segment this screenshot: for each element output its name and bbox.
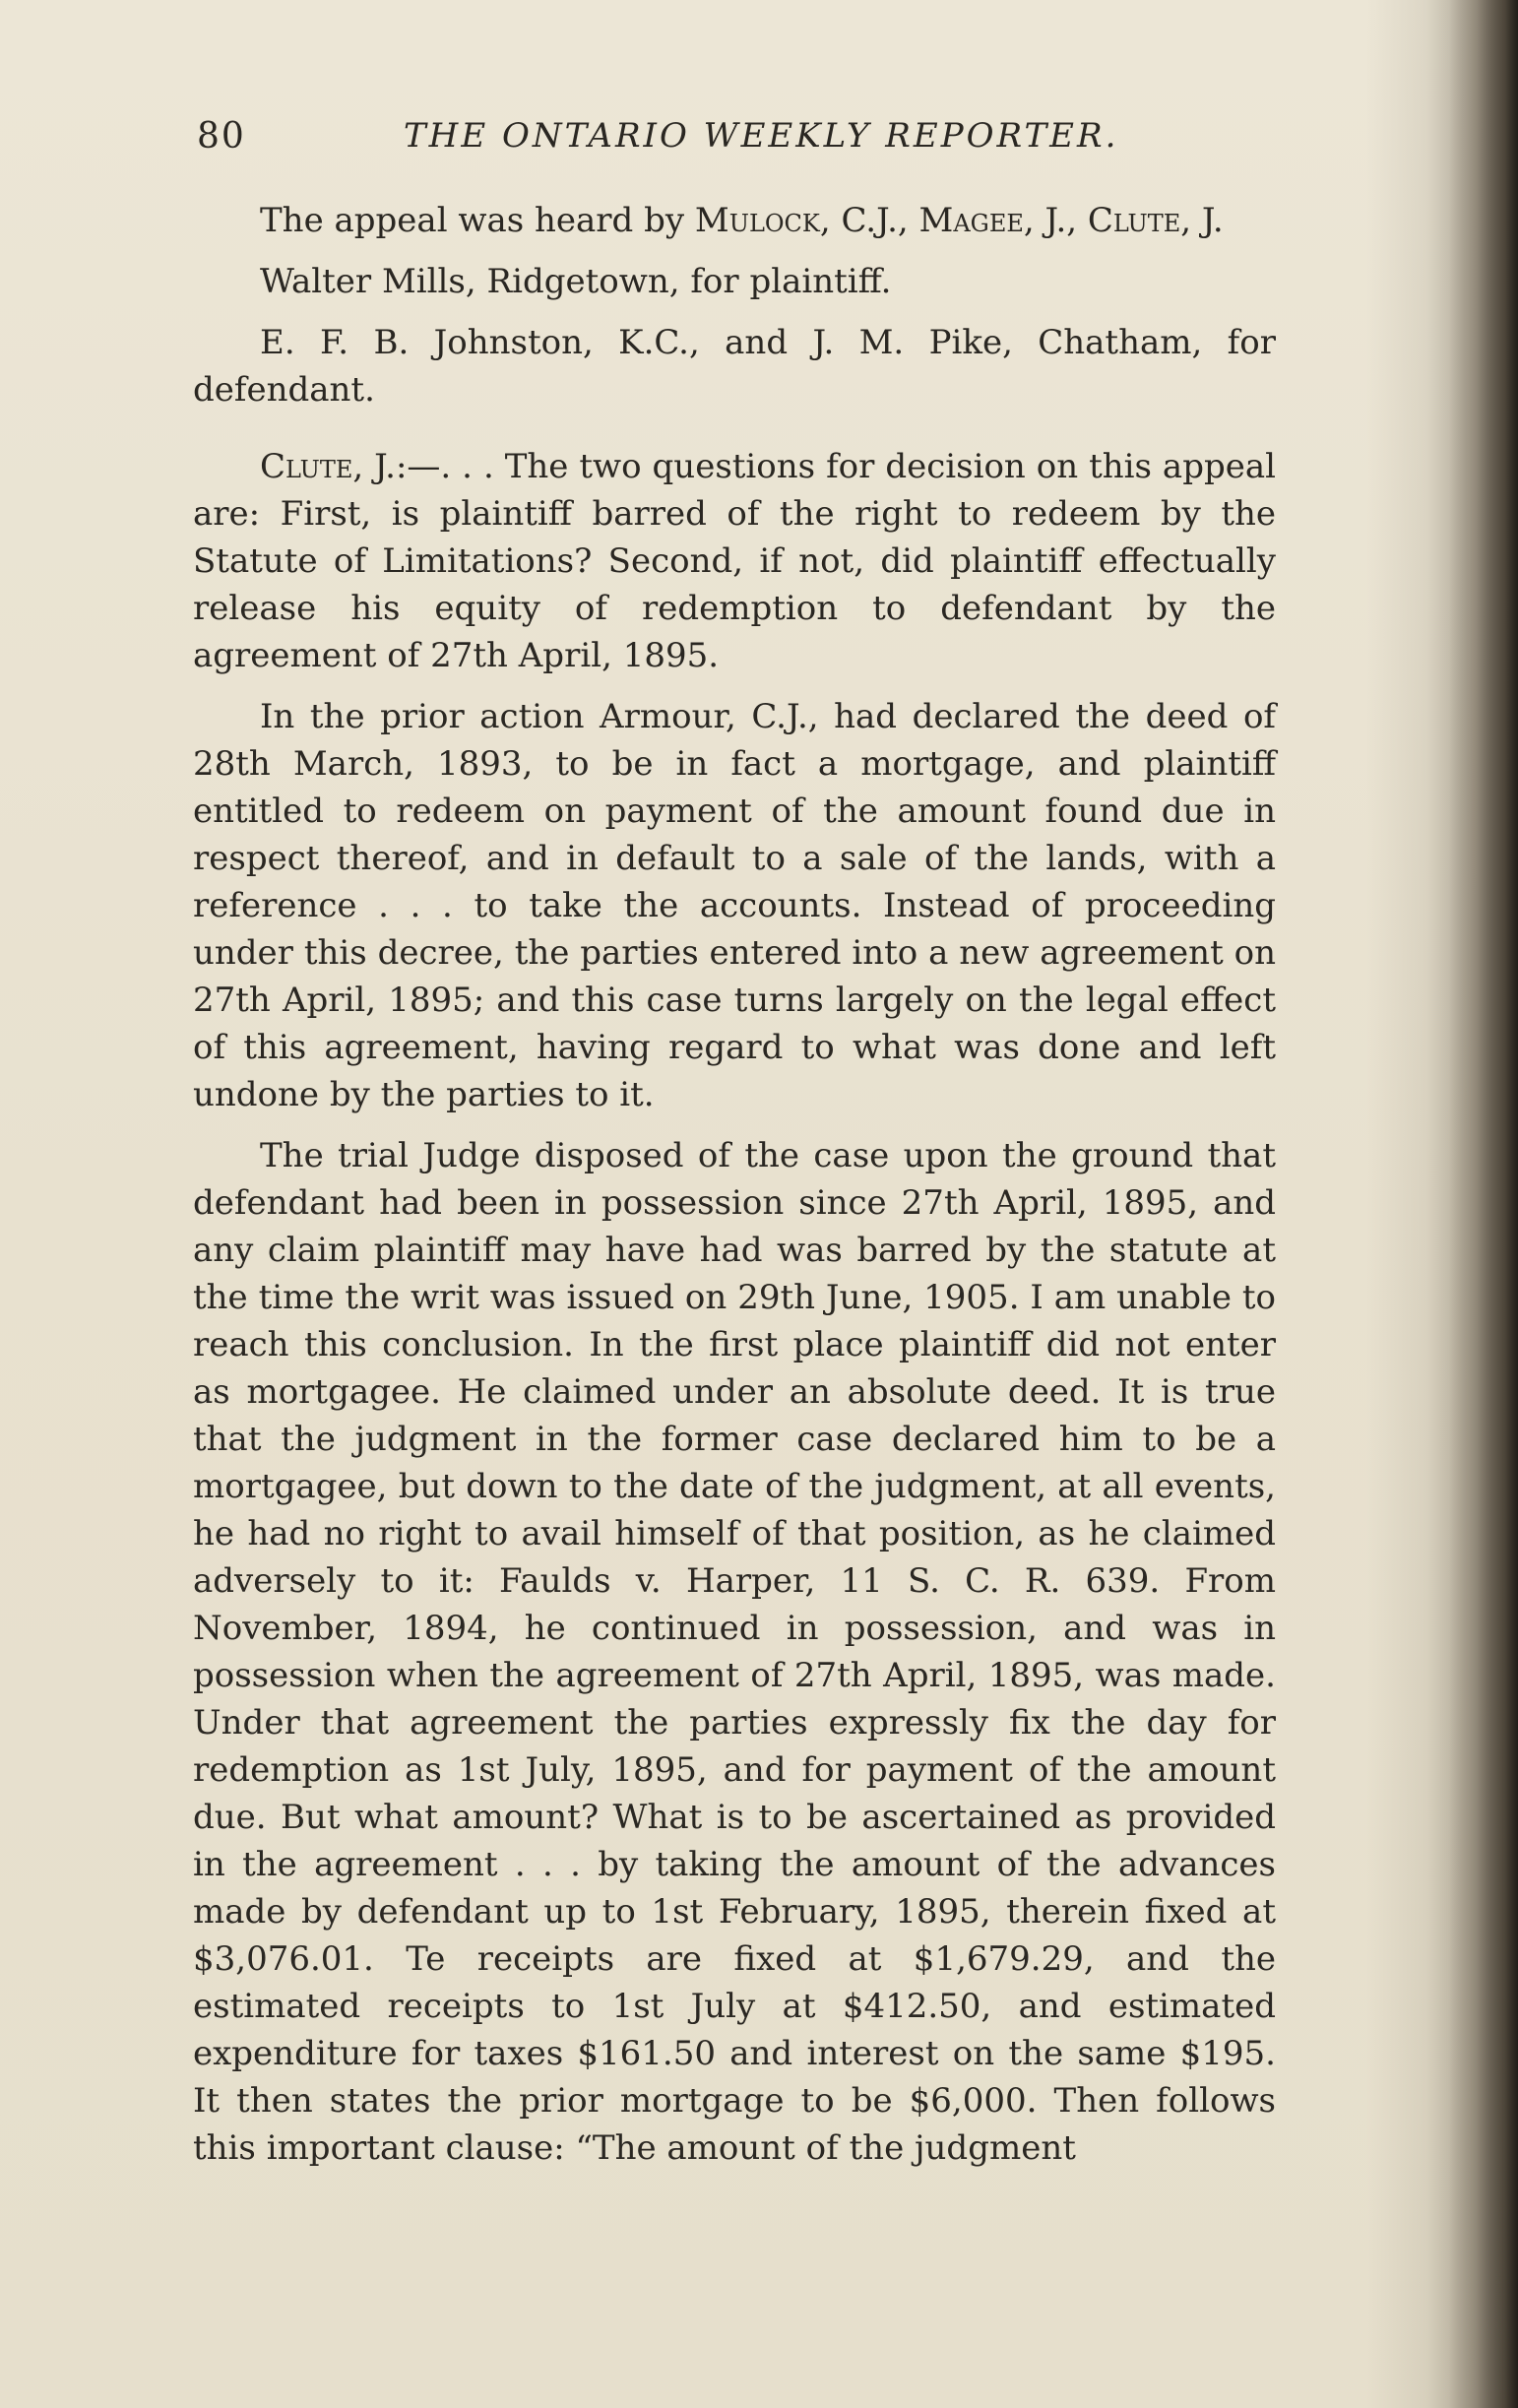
page-header [197,116,1280,165]
paragraph-counsel-defendant: E. F. B. Johnston, K.C., and J. M. Pike, Chatham, for defendant. [193,323,1276,410]
paragraph-prior-action: In the prior action Armour, C.J., had declared the deed of 28th March, 1893, to be in fact a mortgage, and plaintiff entitled to redeem on payment of the amount found due in respect thereof, and in default to a sale of the lands, with a reference . . . to take the accounts. Instead of proceeding under this decree, the parties entered into a new agreement on 27th April, 1895; and this case turns largely on the legal effect of this agreement, having regard to what was done and left undone by the parties to it. [193,697,1276,1114]
paragraph-judgment-opening: Clute, J.:—. . . The two questions for decision on this appeal are: First, is plaintiff barred of the right to redeem by the Statute of Limitations? Second, if not, did plaintiff effectually release his equity of redemption to defendant by the agreement of 27th April, 1895. [193,447,1276,675]
book-spine-shadow [1449,0,1518,2408]
paragraph-counsel-plaintiff: Walter Mills, Ridgetown, for plaintiff. [260,262,892,301]
page-number: 80 [197,116,246,157]
paragraph-trial-judge: The trial Judge disposed of the case upon the ground that defendant had been in possession since 27th April, 1895, and any claim plaintiff may have had was barred by the statute at the time the writ was issued on 29th June, 1905. I am unable to reach this conclusion. In the first place plaintiff did not enter as mortgagee. He claimed under an absolute deed. It is true that the judgment in the former case declared him to be a mortgagee, but down to the date of the judgment, at all events, he had no right to avail himself of that position, as he claimed adversely to it: Faulds v. Harper, 11 S. C. R. 639. From November, 1894, he continued in possession, and was in possession when the agreement of 27th April, 1895, was made. Under that agreement the parties expressly fix the day for redemption as 1st July, 1895, and for payment of the amount due. But what amount? What is to be ascertained as provided in the agreement . . . by taking the amount of the advances made by defendant up to 1st February, 1895, therein fixed at $3,076.01. Te receipts are fixed at $1,679.29, and the estimated receipts to 1st July at $412.50, and estimated expenditure for taxes $161.50 and interest on the same $195. It then states the prior mortgage to be $6,000. Then follows this important clause: “The amount of the judgment [193,1136,1276,2168]
paragraph-court: The appeal was heard by Mulock, C.J., Magee, J., Clute, J. [260,201,1224,240]
body-text [193,197,1276,2186]
running-title: THE ONTARIO WEEKLY REPORTER. [404,116,1119,156]
